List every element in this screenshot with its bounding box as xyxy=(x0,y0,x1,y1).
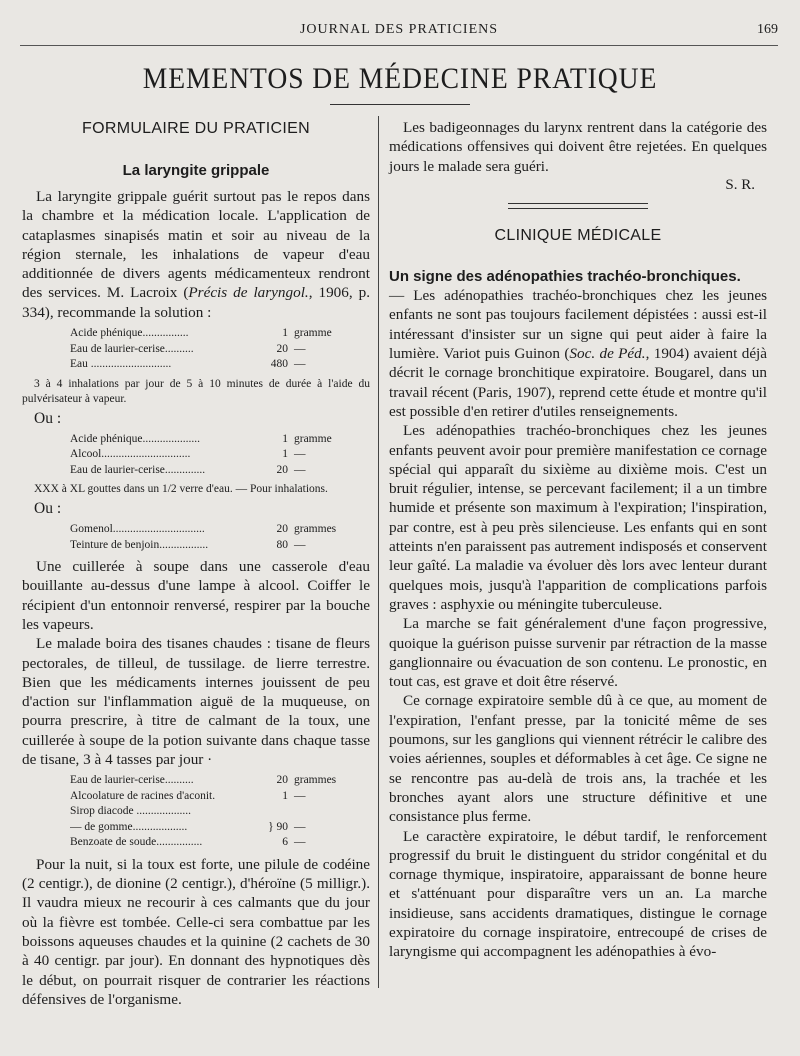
paragraph: La marche se fait généralement d'une façon progressive, quoique la guérison puisse survenir par rétraction de la masse ganglionnaire ou évacuation de son contenu. Le pronostic, en tout cas, est grave et doit être réservé. xyxy=(389,615,767,691)
paragraph: Ce cornage expiratoire semble dû à ce que, au moment de l'expiration, l'enfant presse, par la tonicité même de ses poumons, sur les ganglions qui viennent rétrécir le calibre des voies aériennes, souples et déformables à cet âge. Ce signe ne se rencontre pas au-delà de trois ans, la trachée et les bronches ayant alors une structure définitive et une consistance plus ferme. xyxy=(389,692,767,826)
prescription-line: Benzoate de soude................ 6 — xyxy=(70,836,306,849)
prescription-line: Eau de laurier-cerise.......... 20 — xyxy=(70,342,306,355)
prescription-line: Eau ............................ 480 — xyxy=(70,358,306,371)
prescription-line: Acide phénique.................... 1 gramme xyxy=(70,432,332,445)
section-title-clinique: CLINIQUE MÉDICALE xyxy=(494,226,662,244)
page-number: 169 xyxy=(757,22,778,37)
citation: Précis de laryngol. xyxy=(188,284,309,302)
prescription-line: — de gomme................... } 90 — xyxy=(70,820,306,833)
prescription-line: Alcool............................... 1 — xyxy=(70,448,306,461)
prescription-note: XXX à XL gouttes dans un 1/2 verre d'eau. — Pour inhalations. xyxy=(34,483,328,496)
paragraph: Une cuillerée à soupe dans une casserole d'eau bouillante au-dessus d'une lampe à alcool. Coiffer le récipient d'un entonnoir renversé, respirer par la bouche les vapeurs. xyxy=(22,558,370,633)
prescription-note: 3 à 4 inhalations par jour de 5 à 10 minutes de durée à l'aide du pulvérisateur à vapeur. xyxy=(22,377,370,405)
right-column xyxy=(389,112,767,962)
prescription-line: Eau de laurier-cerise.......... 20 grammes xyxy=(70,774,337,787)
paragraph: Les badigeonnages du larynx rentrent dans la catégorie des médications offensives qui doivent être rejetées. En quelques jours le malade sera guéri. xyxy=(389,119,767,175)
prescription-line: Gomenol................................ 20 grammes xyxy=(70,523,337,536)
paragraph: Le caractère expiratoire, le début tardif, le renforcement progressif du bruit le distinguent du stridor congénital et du cornage thymique, inspiratoire, apparaissant de bonne heure et s'atténuant pour disparaître vers un an. La marche insidieuse, sans accidents dramatiques, distingue le cornage expiratoire du cornage inspiratoire, entrecoupé de crises de laryngisme qui accompagnent les adénopathies à évo- xyxy=(389,827,767,961)
prescription-1 xyxy=(70,326,370,373)
prescription-line: Eau de laurier-cerise.............. 20 — xyxy=(70,463,306,476)
paragraph: Le malade boira des tisanes chaudes : tisane de fleurs pectorales, de tilleul, de tussilage. de lierre terrestre. Bien que les médicaments internes jouissent de peu d'action sur l'inflammation aiguë de la muqueuse, on pourra prescrire, à titre de calmant de la toux, une cuillerée à soupe de la potion suivante dans chaque tasse de tisane, 3 à 4 tasses par jour · xyxy=(22,635,370,769)
section-separator xyxy=(508,203,648,209)
author-signature: S. R. xyxy=(725,176,755,193)
paragraph: Pour la nuit, si la toux est forte, une pilule de codéine (2 centigr.), de dionine (2 centigr.), d'héroïne (5 milligr.). Il vaudra mieux ne recourir à ces calmants que du jour où la fièvre est tombée. Celle-ci sera combattue par les boissons aqueuses chaudes et la quinine (2 cachets de 30 à 40 centigr. par jour). En donnant des hypnotiques dès le début, on pourrait risquer de contrarier les réactions défensives de l'organisme. xyxy=(22,855,370,1008)
alternative-label: Ou : xyxy=(34,500,62,518)
running-head xyxy=(20,22,778,42)
column-divider xyxy=(378,116,379,988)
prescription-3 xyxy=(70,522,370,553)
article-title-adenopathies: Un signe des adénopathies trachéo-bronchiques. xyxy=(389,267,741,285)
alternative-label: Ou : xyxy=(34,409,62,427)
prescription-4 xyxy=(70,773,370,851)
prescription-line: Sirop diacode ................... xyxy=(70,805,192,818)
prescription-line: Acide phénique................ 1 gramme xyxy=(70,327,332,340)
header-rule xyxy=(20,45,778,46)
title-rule xyxy=(330,104,470,105)
citation: Soc. de Péd. xyxy=(569,345,646,363)
left-column xyxy=(22,112,370,1009)
journal-title: JOURNAL DES PRATICIENS xyxy=(299,22,499,37)
prescription-line: Alcoolature de racines d'aconit. 1 — xyxy=(70,789,306,802)
paragraph: La laryngite grippale guérit surtout pas le repos dans la chambre et la médication locale. L'application de cataplasmes sinapisés matin et soir au niveau de la région sternale, les inhalations de vapeur d'eau additionnée de divers agents médicamenteux rendront des services. M. Lacroix (Précis de laryngol., 1906, p. 334), recommande la solution : xyxy=(22,188,370,321)
section-title-formulaire: FORMULAIRE DU PRATICIEN xyxy=(82,120,310,137)
main-title: MEMENTOS DE MÉDECINE PRATIQUE xyxy=(142,62,658,95)
paragraph: Un signe des adénopathies trachéo-bronchiques. — Les adénopathies trachéo-bronchiques chez les jeunes enfants ne sont pas toujours facilement dépistées : aussi est-il intéressant d'insister sur un signe qui peut aider à faire la lumière. Variot puis Guinon (Soc. de Péd., 1904) avaient déjà décrit le cornage bronchitique expiratoire. Bougarel, dans un travail récent (Paris, 1907), reprend cette étude et montre qu'il est possible d'en retirer d'utiles renseignements. xyxy=(389,267,768,420)
prescription-line: Teinture de benjoin................. 80 — xyxy=(70,538,306,551)
article-title-laryngite: La laryngite grippale xyxy=(122,162,270,179)
paragraph: Les adénopathies trachéo-bronchiques chez les jeunes enfants peuvent avoir pour première manifestation ce cornage spécial qui apparaît du sixième au dixième mois. C'est un bruit régulier, intense, se percevant facilement; il a un timbre humide et présente son maximum à l'expiration; l'inspiration, par contre, est à peu près silencieuse. Les enfants qui en sont atteints n'en paraissent pas autrement indisposés et conservent leur gaîté. La maladie va évoluer dès lors avec lenteur durant quelques mois, jusqu'à l'apparition de complications parfois graves : asphyxie ou méningite tuberculeuse. xyxy=(389,422,767,613)
prescription-2 xyxy=(70,432,370,479)
